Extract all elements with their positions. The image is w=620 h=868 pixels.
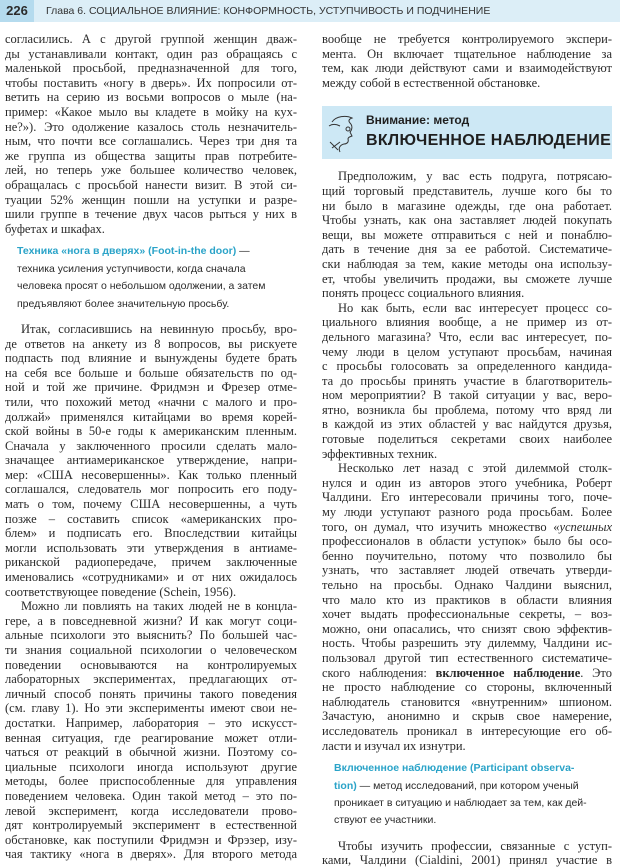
text-line: венная ситуация, где реагирование может отли- [5, 730, 297, 745]
text-line: ной и той же причине. Фридмэн и Фрезер отме- [5, 380, 297, 395]
text-line: ласти и изучал их изнутри. [322, 738, 466, 753]
text-line: Можно ли повлиять на таких людей не в концла- [21, 599, 297, 614]
body-paragraph [322, 301, 612, 462]
text-line [334, 778, 612, 795]
body-paragraph [5, 599, 297, 862]
text-line: профессионалов в области уступок» было бы осо- [322, 534, 612, 549]
text-line: циального влияния вообще, а не пример из от- [322, 315, 612, 330]
text-line: Чтобы узнать, как она заставляет людей покупать [322, 213, 612, 228]
text-line: та до просьбы принять участие в благотворитель- [322, 373, 612, 388]
text-line: на себя все больше и больше обязательств по од- [5, 365, 297, 380]
glossary-term: Техника «нога в дверях» (Foot-in-the door) [17, 245, 237, 258]
text-line: дельного магазина? Что, если вас интересует, по- [322, 329, 612, 344]
text-line [322, 520, 612, 535]
text-segment: . Это [580, 665, 612, 680]
text-line: обстановке, как поступили Фридмэн и Фрэзер, изу- [5, 832, 297, 847]
text-line: ным, что почти все соглашались. Через три дня та [5, 134, 297, 149]
text-segment: ского наблюдения: [322, 665, 436, 680]
text-line: пользовал другой тип естественного систематиче- [322, 650, 612, 665]
page-number: 226 [0, 0, 34, 22]
callout-kicker: Внимание: метод [366, 113, 470, 128]
right-column [322, 32, 612, 868]
glossary-term: Включенное наблюдение (Participant observa- [334, 762, 575, 775]
text-line: ном мероприятии? В такой ситуации у вас, веро- [322, 388, 612, 403]
text-line [322, 666, 612, 681]
text-line: лей, но теперь уже большее количество человек, [5, 163, 297, 178]
text-line: альные психологи это выяснить? По большей час- [5, 628, 297, 643]
method-callout-box [322, 106, 612, 159]
text-line: готовые поделиться секретами своих наиболее [322, 432, 612, 447]
text-line: согласились. А с другой группой женщин дваж- [5, 32, 297, 46]
text-line: ветить на серию из восьми вопросов о мыле (на- [5, 90, 297, 105]
text-line: можно, они опасались, что снизят свою эффектив- [322, 621, 612, 636]
text-line: ской войны в 50-е годы к американским пленным. [5, 424, 297, 439]
text-line: не просто наблюдение со стороны, включенный [322, 680, 612, 695]
text-line: предъявляют более значительную просьбу. [17, 297, 230, 310]
text-line: мента. Он включает тщательное наблюдение за [322, 46, 612, 61]
text-line: щий торговый представитель, лучше кого бы то [322, 183, 612, 198]
text-line: вообще не требуется контролируемого экспери- [322, 32, 612, 46]
text-line: ни было в магазине одежды, где она работает. [322, 198, 612, 213]
text-line: соглашался, следователь мог попросить его поду- [5, 482, 297, 497]
text-line: личный способ понять причины такого поведения [5, 686, 297, 701]
text-line: поведением человека. Один такой метод – это по- [5, 788, 297, 803]
text-line: маленькой просьбой, предназначенной для того, [5, 61, 297, 76]
text-line [334, 760, 612, 777]
text-line: ятно, возникла бы проблема, потому что вряд ли [322, 402, 612, 417]
running-header [0, 0, 620, 22]
text-line: узнать, что заставляет людей отвечать утверди- [322, 563, 612, 578]
text-line: именовались «сотрудниками» и от них ожидалось [5, 570, 297, 585]
text-line: ды устанавливали контакт, один раз обращаясь с [5, 46, 297, 61]
text-line: Зачастую, анонимно и скрыв свое намерение, [322, 709, 612, 724]
text-line: техника усиления уступчивости, когда сначала [17, 262, 246, 275]
text-line: должай» применялся китайцами во время корей- [5, 409, 297, 424]
text-line: бенно поучительно, потому что позволило бы [322, 548, 612, 563]
text-line: достатки. Например, лаборатория – это искусст- [5, 715, 297, 730]
text-line: риканской радиопередаче, причем заключенные [5, 555, 297, 570]
text-line: соответствующее поведение (Schein, 1956). [5, 584, 237, 599]
text-line: дят контролируемый эксперимент в естественной [5, 818, 297, 833]
text-line: дать в течение дня за ее работой. Систематиче- [322, 242, 612, 257]
text-line: значащее антиамериканское утверждение, напри- [5, 453, 297, 468]
text-segment: — метод исследований, при котором ученый [356, 779, 579, 792]
text-line: позже – составить список «американских про- [5, 511, 297, 526]
glossary-term: tion) [334, 779, 357, 792]
text-line: ками, Чалдини (Cialdini, 2001) принял участие в [322, 853, 612, 868]
body-paragraph [322, 169, 612, 300]
text-line: ет, чтобы увеличить продажи, вы сможете лучше [322, 271, 612, 286]
text-line: Но как быть, если вас интересует процесс со- [338, 300, 612, 315]
text-line: блем» и подписать его. Впоследствии китайцы [5, 526, 297, 541]
text-line: же группа из общества защиты прав потребите- [5, 148, 297, 163]
italic-text: успешных [559, 519, 612, 534]
text-line: проникает в ситуацию и наблюдает за тем, как дей- [334, 796, 587, 809]
text-line: мер: «США несовершенны». Как только пленный [5, 467, 297, 482]
text-line: могли использовать эти утверждения в антиаме- [5, 540, 297, 555]
running-title: Глава 6. СОЦИАЛЬНОЕ ВЛИЯНИЕ: КОНФОРМНОСТЬ, УСТУПЧИВОСТЬ И ПОДЧИНЕНИЕ [46, 5, 491, 17]
text-line: чаться от реакций в обычной жизни. Поэтому со- [5, 745, 297, 760]
text-line: нулся и один из авторов этого учебника, Роберт [322, 475, 612, 490]
text-line: тем, как люди действуют сами и взаимодействуют [322, 61, 612, 76]
text-segment: того, он думал, что изучить множество « [322, 519, 560, 534]
text-line: тельно на просьбы. Однако Чалдини выяснил, [322, 578, 612, 592]
bold-term: включенное наблюдение [435, 665, 581, 680]
text-line: человека просят о небольшом одолжении, а затем [17, 280, 266, 293]
text-line: ствуют ее участники. [334, 814, 437, 827]
text-line: вещи, вы можете отправиться с ней и понаблю- [322, 227, 612, 242]
body-paragraph [322, 461, 612, 753]
text-line: подпасть под влияние и вынуждены будете брать [5, 351, 297, 366]
text-line: Чалдини. Его интересовали причины того, поче- [322, 490, 612, 505]
text-line: гере, а в повседневной жизни? И как могут соци- [5, 613, 297, 628]
text-line: (см. главу 1). Но эти эксперименты имеют свои не- [5, 701, 297, 716]
text-line [17, 243, 297, 260]
text-line: му люди уступают разного рода просьбам. Более [322, 505, 612, 520]
text-line: чтобы поставить «ногу в дверь». Их попросили от- [5, 75, 297, 90]
callout-title: ВКЛЮЧЕННОЕ НАБЛЮДЕНИЕ [366, 132, 612, 150]
text-line: ти знания социальной психологии о человеческом [5, 643, 297, 657]
text-line: хочет выдать профессиональные секреты, – воз- [322, 607, 612, 622]
body-paragraph [5, 32, 297, 236]
text-line: эффективных техник. [322, 446, 438, 461]
text-line: ность. Чтобы разрешить эту дилемму, Чалдини ис- [322, 636, 612, 651]
glossary-definition [334, 760, 612, 830]
glossary-definition [17, 243, 297, 313]
text-line: буфетах и шкафах. [5, 221, 105, 236]
body-paragraph [322, 839, 612, 868]
body-paragraph [5, 322, 297, 599]
text-line: Сначала у заключенного просили сделать мало- [5, 438, 297, 453]
text-line: лабораторных экспериментах, предлагающих от- [5, 672, 297, 687]
text-line: Чтобы изучить профессии, связанные с уступ- [338, 838, 612, 853]
text-line: с просьбы голосовать за определенного кандида- [322, 359, 612, 374]
text-line: чему люди в целом уступают просьбам, начиная [322, 344, 612, 359]
text-line: циальные психологи иногда используют другие [5, 759, 297, 774]
body-paragraph [322, 32, 612, 90]
text-line: не?»). Это одолжение казалось столь незначитель- [5, 119, 297, 134]
text-line: туации 52% женщин пошли на уступки и разре- [5, 192, 297, 207]
left-column [5, 32, 297, 862]
text-line: чая тактику «нога в дверях». Для второго метода [5, 847, 297, 862]
text-line: обращалась с просьбой нанести визит. В этой си- [5, 177, 297, 192]
text-line: методы, более приспособленные для управления [5, 774, 297, 789]
text-line: левой эксперимент, когда исследователи прово- [5, 803, 297, 818]
text-line: де ответов на анкету из 8 вопросов, вы рискуете [5, 336, 297, 351]
text-line: шили группе в течение двух часов рыться у них в [5, 207, 297, 222]
text-line: понять процесс социального влияния. [322, 286, 525, 301]
text-line: мать о том, почему США несовершенны, а чуть [5, 497, 297, 512]
text-line: между собой в естественной обстановке. [322, 75, 541, 90]
profile-head-icon [326, 112, 362, 154]
text-segment: — [236, 245, 250, 258]
text-line: наблюдатель становится «внутренним» шпионом. [322, 694, 612, 709]
text-line: исследователь проникал в интересующие его об- [322, 723, 612, 738]
text-line: пример: «Какое мыло вы кладете в мойку на кух- [5, 104, 297, 119]
text-line: Итак, согласившись на невинную просьбу, вро- [21, 321, 297, 336]
text-line: поведении основываются на контролируемых [5, 657, 297, 672]
text-line: Несколько лет назад с этой дилеммой столк- [338, 461, 612, 476]
text-line: тили, что похожий метод «начни с малого и про- [5, 394, 297, 409]
text-line: Предположим, у вас есть подруга, потрясаю- [338, 169, 612, 184]
text-line: ски наблюдая за тем, какие методы она использу- [322, 256, 612, 271]
text-line: в каждой из этих областей у вас найдутся друзья, [322, 417, 612, 432]
text-line: что мало кто из практиков в области влияния [322, 592, 612, 607]
